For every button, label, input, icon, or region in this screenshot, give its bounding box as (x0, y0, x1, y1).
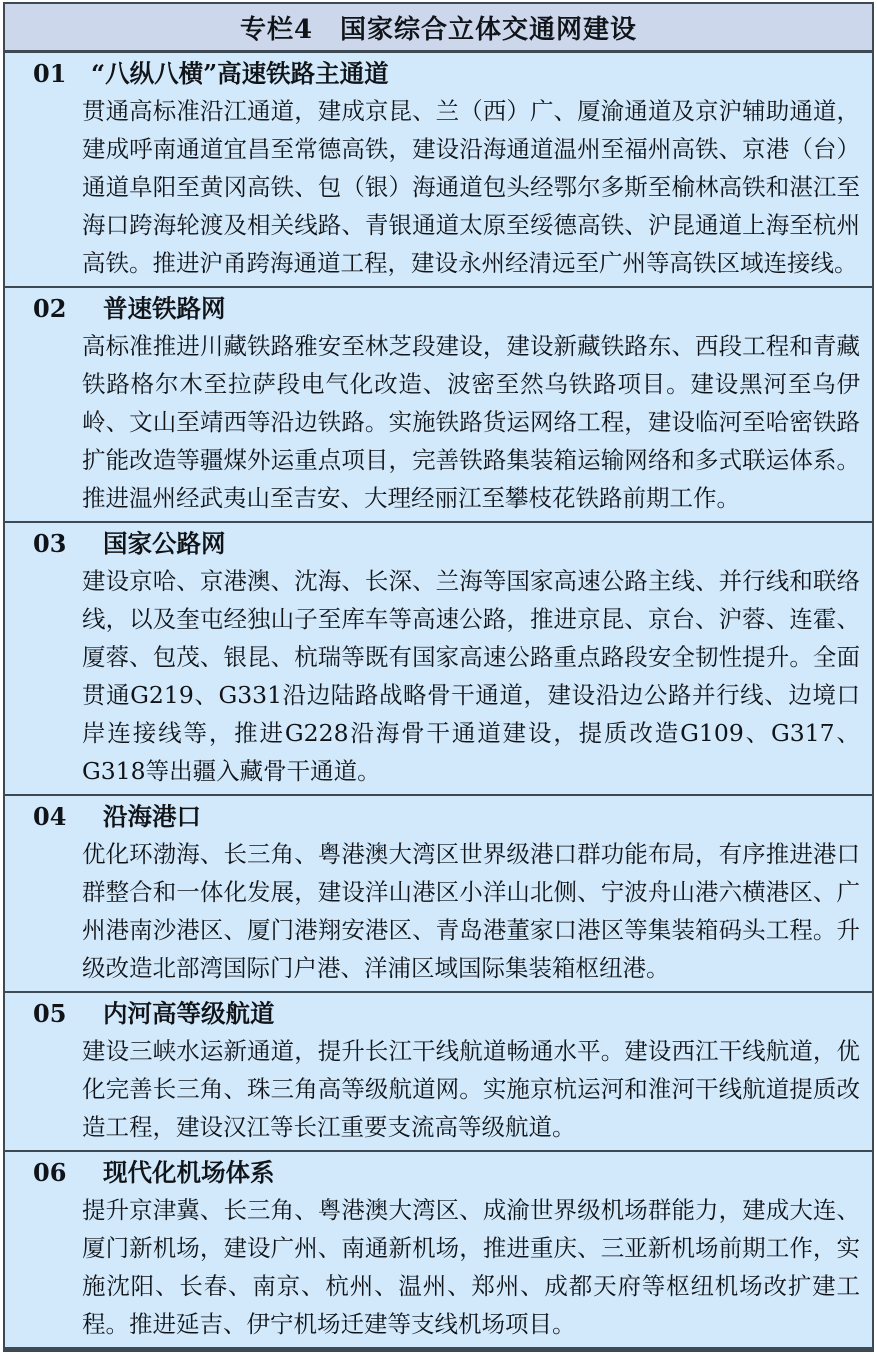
section-number: 03 (33, 529, 67, 558)
section-body-text: 贯通高标准沿江通道，建成京昆、兰（西）广、厦渝通道及京沪辅助通道，建成呼南通道宜昌至常德高铁，建设沿海通道温州至福州高铁、京港（台）通道阜阳至黄冈高铁、包（银）海通道包头经鄂尔多斯至榆林高铁和湛江至海口跨海轮渡及相关线路、青银通道太原至绥德高铁、沪昆通道上海至杭州高铁。推进沪甬跨海通道工程，建设永州经清远至广州等高铁区域连接线。 (82, 97, 860, 277)
section-body-text: 建设三峡水运新通道，提升长江干线航道畅通水平。建设西江干线航道，优化完善长三角、珠三角高等级航道网。实施京杭运河和淮河干线航道提质改造工程，建设汉江等长江重要支流高等级航道。 (82, 1037, 860, 1141)
page-title: 专栏4 国家综合立体交通网建设 (239, 14, 638, 45)
section-heading (5, 1155, 872, 1191)
section-heading (5, 56, 872, 92)
section-title: 国家公路网 (103, 529, 226, 558)
list-item (5, 286, 872, 521)
section-number: 04 (33, 802, 67, 831)
section-body-text: 优化环渤海、长三角、粤港澳大湾区世界级港口群功能布局，有序推进港口群整合和一体化发展，建设洋山港区小洋山北侧、宁波舟山港六横港区、广州港南沙港区、厦门港翔安港区、青岛港董家口港区等集装箱码头工程。升级改造北部湾国际门户港、洋浦区域国际集装箱枢纽港。 (82, 840, 860, 982)
section-title: 沿海港口 (103, 802, 201, 831)
section-heading (5, 996, 872, 1032)
list-item (5, 53, 872, 286)
section-body-text: 高标准推进川藏铁路雅安至林芝段建设，建设新藏铁路东、西段工程和青藏铁路格尔木至拉萨段电气化改造、波密至然乌铁路项目。建设黑河至乌伊岭、文山至靖西等沿边铁路。实施铁路货运网络工程，建设临河至哈密铁路扩能改造等疆煤外运重点项目，完善铁路集装箱运输网络和多式联运体系。推进温州经武夷山至吉安、大理经丽江至攀枝花铁路前期工作。 (82, 332, 860, 512)
section-title: 内河高等级航道 (103, 999, 275, 1028)
list-item (5, 794, 872, 991)
list-item (5, 991, 872, 1150)
section-heading (5, 799, 872, 835)
section-number: 01 (33, 59, 67, 88)
column-box-header (5, 4, 872, 53)
section-list (5, 53, 872, 1347)
section-title: 普速铁路网 (103, 294, 226, 323)
column-box (3, 2, 874, 1352)
section-number: 05 (33, 999, 67, 1028)
list-item (5, 521, 872, 794)
list-item (5, 1150, 872, 1347)
section-heading (5, 526, 872, 562)
section-title: 现代化机场体系 (103, 1158, 275, 1187)
section-number: 06 (33, 1158, 67, 1187)
section-heading (5, 291, 872, 327)
section-body-text: 建设京哈、京港澳、沈海、长深、兰海等国家高速公路主线、并行线和联络线，以及奎屯经独山子至库车等高速公路，推进京昆、京台、沪蓉、连霍、厦蓉、包茂、银昆、杭瑞等既有国家高速公路重点路段安全韧性提升。全面贯通G219、G331沿边陆路战略骨干通道，建设沿边公路并行线、边境口岸连接线等，推进G228沿海骨干通道建设，提质改造G109、G317、G318等出疆入藏骨干通道。 (82, 567, 860, 785)
section-number: 02 (33, 294, 67, 323)
section-title: “八纵八横”高速铁路主通道 (91, 59, 389, 88)
section-body-text: 提升京津冀、长三角、粤港澳大湾区、成渝世界级机场群能力，建成大连、厦门新机场，建设广州、南通新机场，推进重庆、三亚新机场前期工作，实施沈阳、长春、南京、杭州、温州、郑州、成都天府等枢纽机场改扩建工程。推进延吉、伊宁机场迁建等支线机场项目。 (82, 1196, 860, 1338)
